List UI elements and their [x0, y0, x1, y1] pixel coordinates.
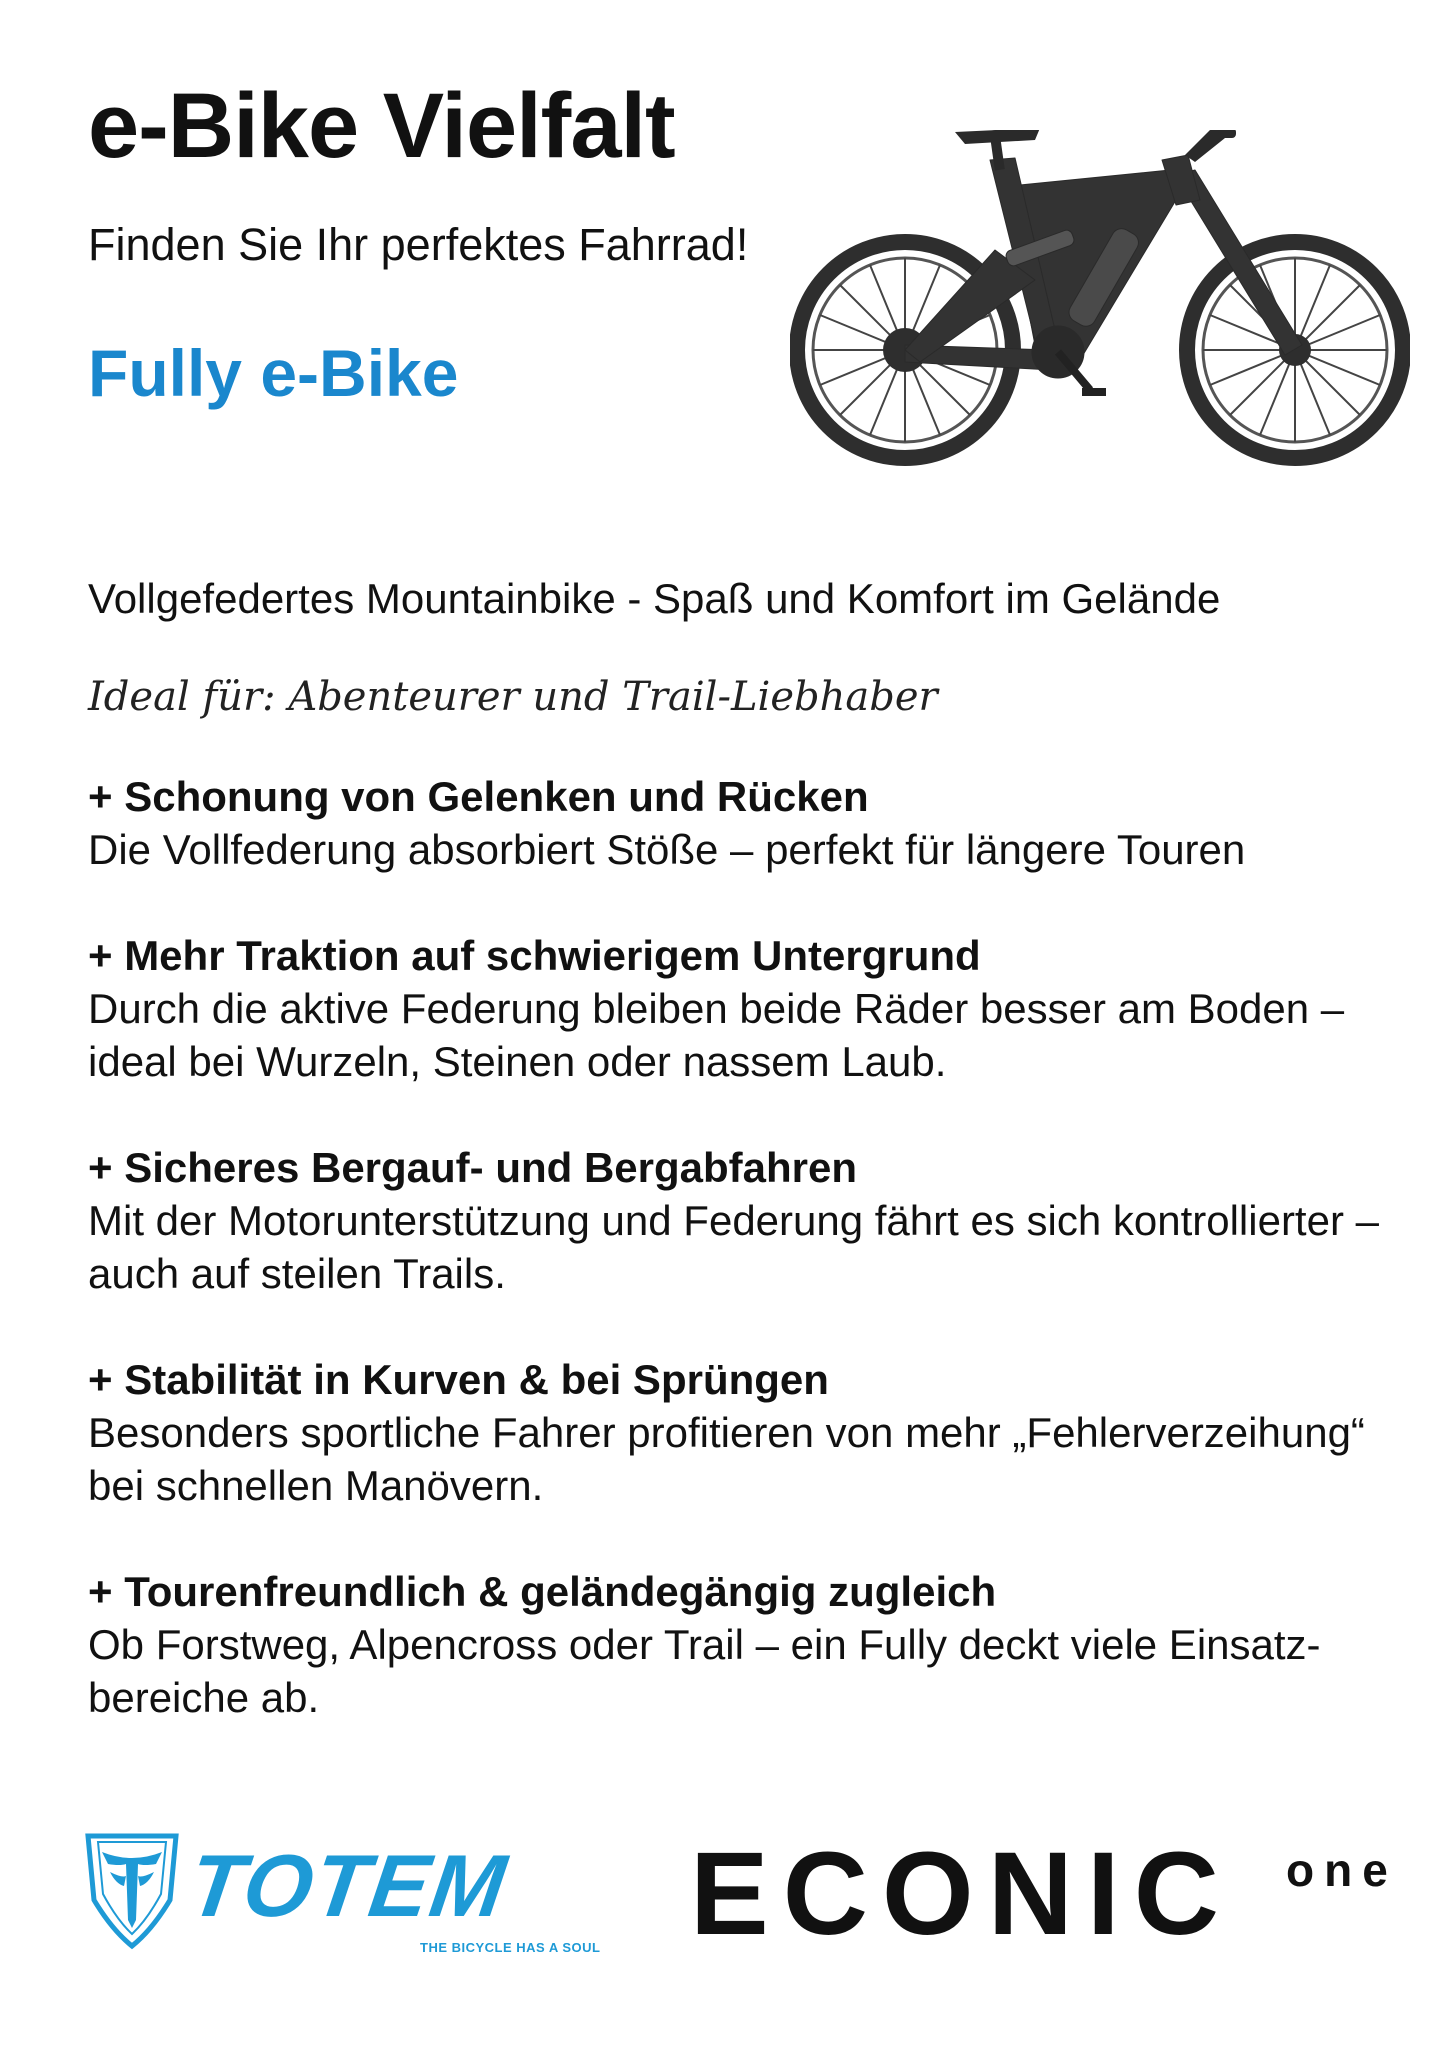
totem-tagline: THE BICYCLE HAS A SOUL: [420, 1940, 601, 1955]
product-heading: Fully e-Bike: [88, 336, 459, 410]
page-title: e-Bike Vielfalt: [88, 75, 675, 177]
feature-text: Besonders sportliche Fahrer profitieren von mehr „Fehlerverzeihung“ bei schnellen Manövern.: [88, 1409, 1365, 1509]
page-subtitle: Finden Sie Ihr perfektes Fahrrad!: [88, 219, 749, 270]
feature-text: Die Vollfederung absorbiert Stöße – perfekt für längere Touren: [88, 826, 1246, 873]
feature-item: [88, 929, 1418, 1088]
brand-footer: [0, 1830, 1448, 1980]
feature-item: [88, 1141, 1418, 1300]
totem-shield-icon: [82, 1830, 182, 1950]
feature-title: + Stabilität in Kurven & bei Sprüngen: [88, 1356, 829, 1403]
feature-list: [88, 572, 1418, 1777]
ideal-for: Ideal für: Abenteurer und Trail-Liebhaber: [88, 674, 938, 720]
front-wheel-icon: [1187, 242, 1403, 458]
econic-suffix: one: [1286, 1844, 1398, 1896]
feature-title: + Sicheres Bergauf- und Bergabfahren: [88, 1144, 858, 1191]
feature-text: Mit der Motorunterstützung und Federung fährt es sich kontrollierter – auch auf steilen Trails.: [88, 1197, 1379, 1297]
totem-logo: [82, 1830, 602, 1960]
feature-item: [88, 770, 1418, 876]
feature-title: + Tourenfreundlich & geländegängig zugleich: [88, 1568, 997, 1615]
feature-item: [88, 1353, 1418, 1512]
e-bike-illustration: [790, 130, 1410, 480]
econic-wordmark: ECONIC: [690, 1834, 1233, 1954]
feature-text: Ob Forstweg, Alpencross oder Trail – ein Fully deckt viele Einsatz-bereiche ab.: [88, 1621, 1321, 1721]
feature-text: Durch die aktive Federung bleiben beide Räder besser am Boden – ideal bei Wurzeln, Steinen oder nassem Laub.: [88, 985, 1345, 1085]
product-intro: Vollgefedertes Mountainbike - Spaß und Komfort im Gelände: [88, 575, 1221, 622]
feature-item: [88, 1565, 1418, 1724]
totem-wordmark: TOTEM: [183, 1836, 514, 1935]
feature-title: + Mehr Traktion auf schwierigem Untergrund: [88, 932, 981, 979]
econic-one-logo: [690, 1834, 1410, 1954]
feature-title: + Schonung von Gelenken und Rücken: [88, 773, 869, 820]
